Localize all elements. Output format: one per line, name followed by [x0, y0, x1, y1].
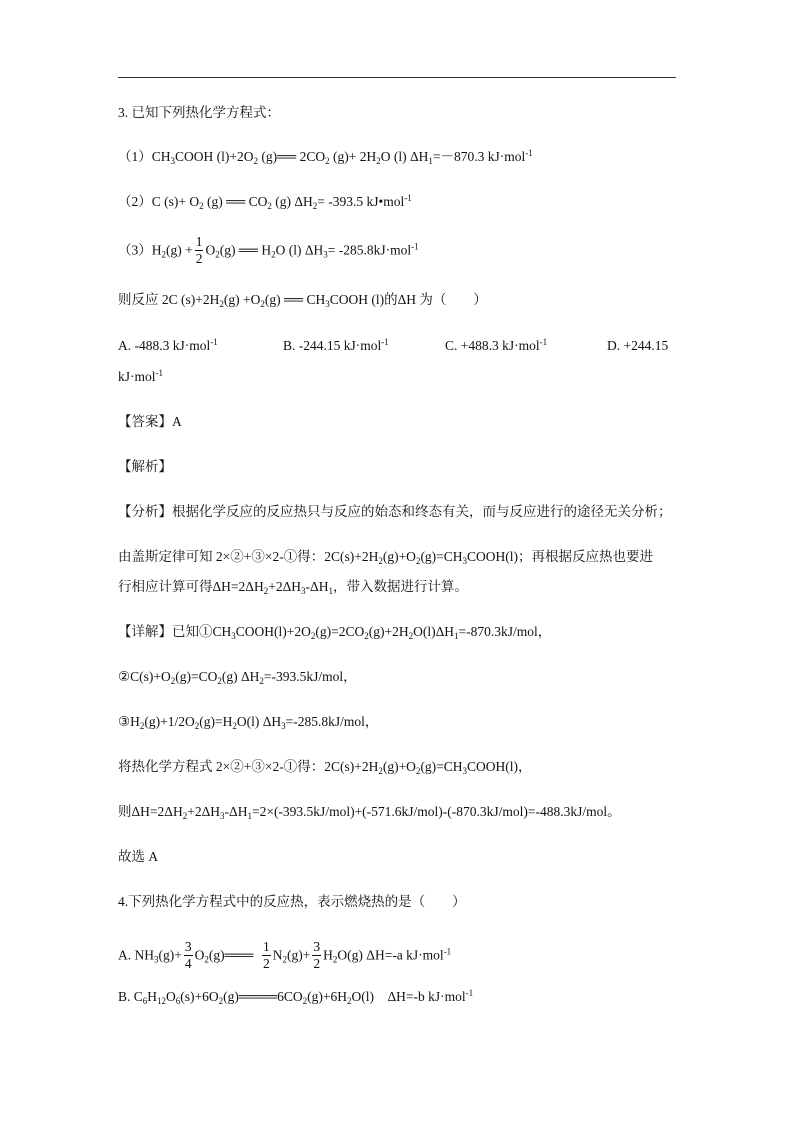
detail-line-5: 则$\Delta H=2\Delta H_2+2\Delta H_3-\Delta H_1=2\times(-393.5kJ/mol)+(-571.6kJ/mol)-(-870.3kJ/mol)=-488.3kJ$/mol。: [118, 804, 621, 821]
option-b: B. -244.15 kJ·mol$^{-1}$: [283, 337, 389, 353]
equation-3: $(3)H_2(g)$ + $\frac{1}{2}$ $O_2(g)$ ══ $H_2O$ (l) $\Delta H_3= -285.8kJ\cdot mol^{-1}$: [118, 234, 419, 266]
header-rule: [118, 77, 676, 78]
analysis-heading: 【解析】: [118, 459, 172, 474]
detail-line-4: 将热化学方程式 2×②+③×2-①得：$2C(s)+2H_2(g)+O_2(g)=CH_3COOH(l)$，: [118, 759, 532, 776]
fraction: $\frac{1}{2}$: [263, 939, 270, 971]
question-4-option-a: A. $NH_3(g)+$ $\frac{3}{4}$ $O_2(g)═══$ $\frac{1}{2}$ $N_2(g)+$ $\frac{3}{2}$ $H_2O(g)$ ΔH=-a kJ·mol$^{-1}$: [118, 939, 452, 971]
analysis-line-2: 由盖斯定律可知 2×②+③×2-①得：$2C(s)+2H_2(g)+O_2(g)=CH_3COOH(l)$；再根据反应热也要进: [118, 549, 654, 566]
option-d-continued: kJ·mol$^{-1}$: [118, 368, 164, 384]
answer: 【答案】A: [118, 414, 182, 429]
option-c: C. +488.3 kJ·mol$^{-1}$: [445, 337, 548, 353]
analysis-line-1: 【分析】根据化学反应的反应热只与反应的始态和终态有关，而与反应进行的途径无关分析；: [118, 504, 672, 519]
option-a: A. -488.3 kJ·mol$^{-1}$: [118, 337, 218, 353]
question-4-option-b: B. $C_6H_{12}O_6(s)+6O_2(g)════6CO_2(g)+6H_2O(l)$ ΔH=-b kJ·mol$^{-1}$: [118, 988, 474, 1006]
detail-line-1: 【详解】已知$①CH_3COOH(l)+2O_2(g)=2CO_2(g)+2H_2O(l)\Delta H_1=-870.3kJ$/mol，: [118, 624, 552, 641]
question-4-title: 4.下列热化学方程式中的反应热，表示燃烧热的是（ ）: [118, 894, 466, 909]
analysis-line-3: 行相应计算可得$\Delta H=2\Delta H_2+2\Delta H_3-\Delta H_1$，带入数据进行计算。: [118, 579, 468, 596]
fraction: $\frac{3}{4}$: [184, 939, 192, 971]
detail-line-2: $②C(s)+O_2(g)=CO_2(g)$ $\Delta H_2=-393.5kJ$/mol，: [118, 669, 357, 686]
equation-2: （2）C $(s)+ O_2$ (g) ══ $CO_2$ (g) $\Delta H_2= -393.5$ kJ•mol$^{-1}$: [118, 193, 412, 211]
question-3-stem: 则反应 2C $(s)+2H_2(g) +O_2(g)$ ══ $CH_3COOH$ (l)的ΔH 为（ ）: [118, 292, 487, 309]
fraction: $\frac{1}{2}$: [195, 234, 203, 266]
question-3-title: 3. 已知下列热化学方程式：: [118, 105, 280, 120]
detail-line-3: $③H_2(g)+1/2O_2(g)=H_2O(l)$ $\Delta H_3=-285.8kJ$/mol，: [118, 714, 379, 731]
fraction: $\frac{3}{2}$: [313, 939, 321, 971]
option-d: D. +244.15: [607, 338, 669, 353]
conclusion: 故选 A: [118, 849, 159, 864]
equation-1: $(1)CH_3COOH$ $(l)+2O_2$ (g)══ $2CO_2$ $(g)+ 2H_2O$ (l) $\Delta H_1=-870.3$ kJ·mol$^{-1}$: [118, 148, 533, 166]
